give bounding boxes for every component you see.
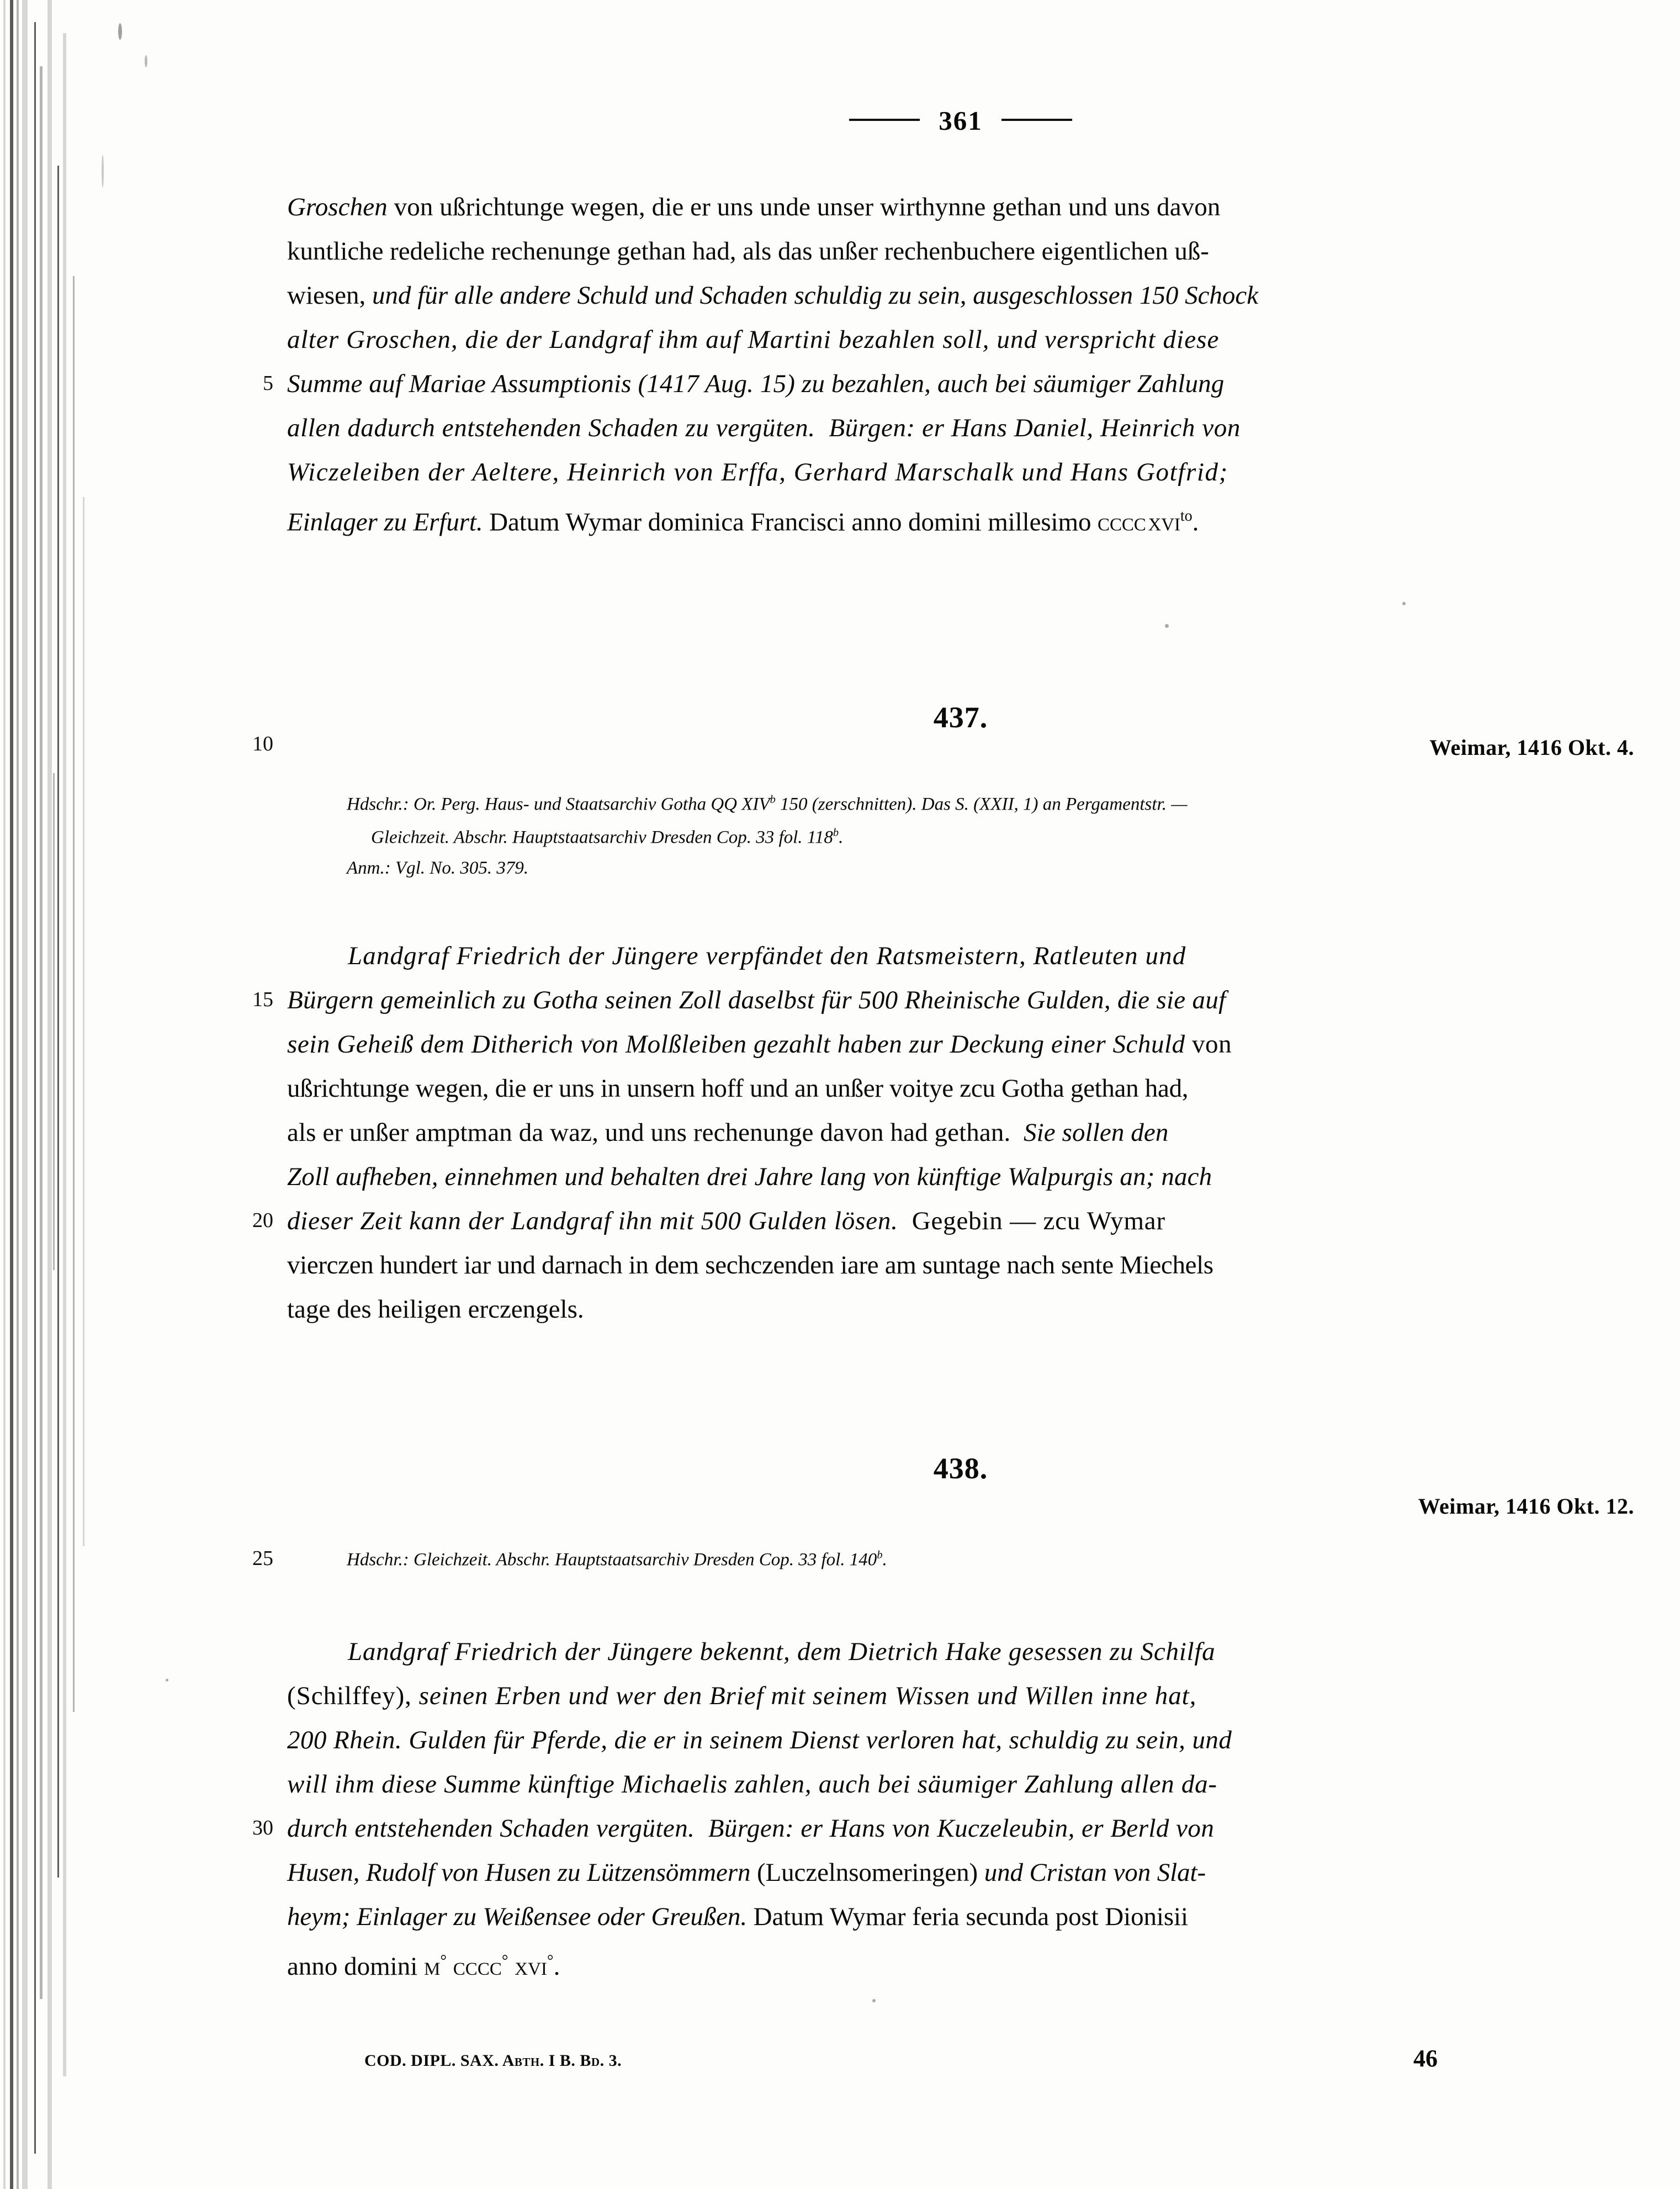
- footer-signature-number: 46: [1413, 2045, 1438, 2072]
- page-number: 361: [939, 105, 983, 136]
- text-line: sein Geheiß dem Ditherich von Molßleiben gezahlt haben zur Deckung einer Schuld von: [287, 1030, 1232, 1059]
- scan-speck: [166, 1679, 168, 1682]
- line-number-30: 30: [252, 1816, 273, 1839]
- text-line: will ihm diese Summe künftige Michaelis zahlen, auch bei säumiger Zahlung allen da-: [287, 1770, 1217, 1799]
- scan-speck: [102, 155, 104, 188]
- text-line: allen dadurch entstehenden Schaden zu vergüten. Bürgen: er Hans Daniel, Heinrich von: [287, 414, 1241, 442]
- header-rule-right: [1001, 119, 1072, 121]
- text-line: anno domini m° cccc° xvi°.: [287, 1952, 560, 1981]
- line-number-10: 10: [252, 732, 273, 755]
- source-note-437-line2: [371, 824, 843, 847]
- text-line: Husen, Rudolf von Husen zu Lützensömmern (Luczelnsomeringen) und Cristan von Slat-: [287, 1858, 1206, 1887]
- note-text: 150 (zerschnitten). Das S. (XXII, 1) an Pergamentstr. —: [775, 794, 1188, 815]
- text-line: Zoll aufheben, einnehmen und behalten drei Jahre lang von künftige Walpurgis an; nach: [287, 1162, 1212, 1191]
- header-rule-left: [849, 119, 920, 121]
- text-line: Landgraf Friedrich der Jüngere verpfändet den Ratsmeistern, Ratleuten und: [348, 942, 1186, 970]
- text-line: Summe auf Mariae Assumptionis (1417 Aug. 15) zu bezahlen, auch bei säumiger Zahlung: [287, 369, 1225, 398]
- scan-speck: [1402, 602, 1406, 605]
- line-number-20: 20: [252, 1209, 273, 1232]
- text-line: Bürgern gemeinlich zu Gotha seinen Zoll daselbst für 500 Rheinische Gulden, die sie auf: [287, 986, 1226, 1014]
- text-line: heym; Einlager zu Weißensee oder Greußen. Datum Wymar feria secunda post Dionisii: [287, 1902, 1188, 1931]
- note-superscript: b: [877, 1549, 883, 1561]
- entry-date-438: Weimar, 1416 Okt. 12.: [1418, 1494, 1634, 1519]
- page-header: [287, 105, 1634, 136]
- note-text: Hdschr.: Or. Perg. Haus- und Staatsarchiv Gotha QQ XIV: [347, 794, 770, 815]
- text-line: dieser Zeit kann der Landgraf ihn mit 500 Gulden lösen. Gegebin — zcu Wymar: [287, 1207, 1165, 1235]
- text-line: kuntliche redeliche rechenunge gethan had, als das unßer rechenbuchere eigentlichen uß-: [287, 237, 1209, 266]
- text-line: vierczen hundert iar und darnach in dem sechczenden iare am suntage nach sente Miechels: [287, 1251, 1213, 1279]
- line-number-25: 25: [252, 1547, 273, 1570]
- text-line: tage des heiligen erczengels.: [287, 1295, 584, 1324]
- text-line: 200 Rhein. Gulden für Pferde, die er in seinem Dienst verloren hat, schuldig zu sein, und: [287, 1726, 1232, 1754]
- entry-number-437: 437.: [933, 701, 988, 734]
- text-line: Landgraf Friedrich der Jüngere bekennt, dem Dietrich Hake gesessen zu Schilfa: [348, 1637, 1216, 1666]
- text-line: Groschen von ußrichtunge wegen, die er uns unde unser wirthynne gethan und uns davon: [287, 193, 1221, 221]
- scan-gutter-artifacts: [0, 0, 94, 2189]
- text-line: (Schilffey), seinen Erben und wer den Brief mit seinem Wissen und Willen inne hat,: [287, 1682, 1197, 1710]
- text-line: Einlager zu Erfurt. Datum Wymar dominica Francisci anno domini millesimo cccc xvi$^{to}$.: [287, 507, 1199, 537]
- note-text: .: [839, 827, 844, 848]
- text-line: alter Groschen, die der Landgraf ihm auf Martini bezahlen soll, und verspricht diese: [287, 325, 1220, 354]
- text-line: wiesen, und für alle andere Schuld und Schaden schuldig zu sein, ausgeschlossen 150 Schock: [287, 281, 1259, 310]
- source-note-437-line1: [347, 791, 1188, 814]
- footer-edition-label: COD. DIPL. SAX. Abth. I B. Bd. 3.: [364, 2051, 622, 2070]
- note-text: Hdschr.: Gleichzeit. Abschr. Hauptstaatsarchiv Dresden Cop. 33 fol. 140: [347, 1550, 877, 1570]
- scan-speck: [1165, 624, 1169, 628]
- entry-date-437: Weimar, 1416 Okt. 4.: [1429, 735, 1634, 760]
- text-line: durch entstehenden Schaden vergüten. Bürgen: er Hans von Kuczeleubin, er Berld von: [287, 1814, 1215, 1843]
- note-text: Gleichzeit. Abschr. Hauptstaatsarchiv Dresden Cop. 33 fol. 118: [371, 827, 833, 848]
- scan-speck: [145, 55, 147, 67]
- source-note-437-line3: Anm.: Vgl. No. 305. 379.: [347, 858, 529, 878]
- scan-speck: [872, 1999, 876, 2002]
- source-note-438-line1: [347, 1546, 887, 1569]
- line-number-5: 5: [263, 372, 273, 395]
- text-line: als er unßer amptman da waz, und uns rechenunge davon had gethan. Sie sollen den: [287, 1118, 1169, 1147]
- text-line: Wiczeleiben der Aeltere, Heinrich von Erffa, Gerhard Marschalk und Hans Gotfrid;: [287, 458, 1228, 487]
- note-text: .: [882, 1550, 887, 1570]
- note-superscript: b: [770, 794, 776, 806]
- scan-speck: [118, 23, 122, 40]
- text-line: ußrichtunge wegen, die er uns in unsern hoff und an unßer voitye zcu Gotha gethan had,: [287, 1074, 1189, 1103]
- entry-number-438: 438.: [933, 1452, 988, 1485]
- note-superscript: b: [833, 827, 839, 839]
- line-number-15: 15: [252, 988, 273, 1011]
